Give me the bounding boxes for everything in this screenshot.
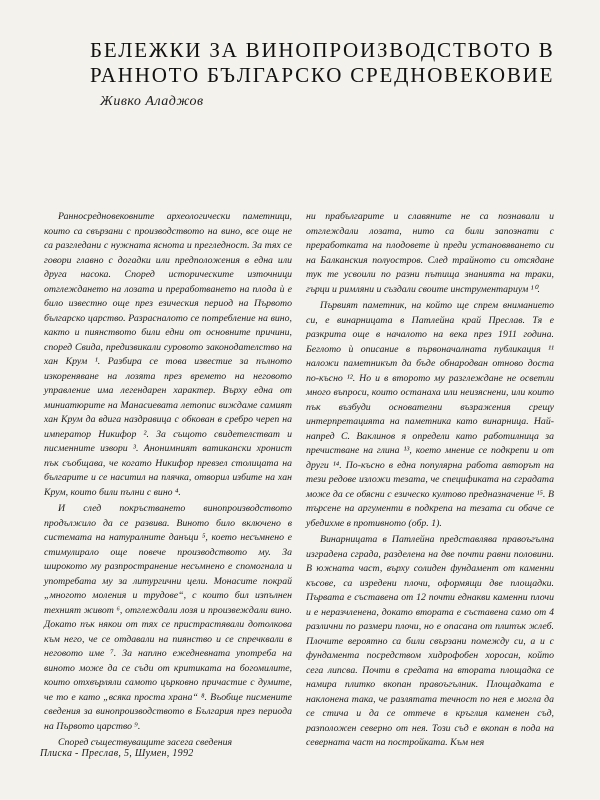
paragraph: Според съществуващите засега сведения <box>58 737 233 748</box>
title-line-1: БЕЛЕЖКИ ЗА ВИНОПРОИЗВОДСТВОТО В <box>90 38 555 62</box>
paragraph: ни прабългарите и славяните не са познавали и отглеждали лозата, нито са били запознати с преработката на плодовете ѝ преди установяването си на Балканския полуостров. След трайното си отсядане тук те усвоили по разни пътища знанията на траки, гърци и римляни и създали своите инструментариум ¹⁰. <box>306 211 554 295</box>
paragraph: Първият паметник, на който ще спрем вниманието си, е винарницата в Патлейна край Преслав. Тя е разкрита още в началото на века през 1911 година. Беглото ѝ описание в първоначалната публикация ¹¹ наложи паметникът да бъде обнародван отново доста по-късно ¹². Но и в второто му разглеждане не осветли много въпроси, които останаха или неизяснени, или които пък възбуди основателни възражения срещу интерпретацията на паметника като винарница. Най-напред С. Ваклинов я определи като работилница за пречистване на глина ¹³, което мнение се подкрепи и от други ¹⁴. По-късно в една популярна работа авторът на тези редове изложи тезата, че спецификата на сградата може да се обясни с езическо култово предназначение ¹⁵. В търсене на аргументи в подкрепа на тезата си обаче се убедихме в противното (обр. 1). <box>306 300 554 529</box>
page-footer: Плиска - Преслав, 5, Шумен, 1992 <box>40 748 194 759</box>
paragraph: И след покръстването винопроизводството продължило да се развива. Виното било включено в системата на натуралните данъци ⁵, което несъмнено е стимулирало още повече производството му. За широкото му разпространение несъмнено е спомогнала и употребата му за литургични цели. Монасите покрай „многото моления и трудове“, с които бил изпълнен техният живот ⁶, отглеждали лозя и произвеждали вино. Докато пък някои от тях се пристрастявали дотолкова към него, че се отдавали на пиянство и се спречквали в неговото име ⁷. За наплно ежедневната употреба на виното може да се съди от критиката на богомилите, които отхвърляли самото църковно причастие с думите, че то е като „всяка проста храна“ ⁸. Въобще писмените сведения за винопроизводството в България през периода на Първото царство ⁹. <box>44 503 292 732</box>
paragraph: Винарницата в Патлейна представлява правоъгълна изградена сграда, разделена на две почти равни половини. В южната част, върху солиден фундамент от каменни късове, са изредени плочи, оформящи две площадки. Първата е съставена от 12 почти еднакви каменни плочи и е неразчленена, докато втората е съставена само от 4 различни по размери плочи, но е опасана от плитък жлеб. Плочите вероятно са били свързани помежду си, а и с фундамента посредством хидрофобен хоросан, който сега липсва. Почти в средата на втората площадка се намира плитко вкопан правоъгълник. Площадката е наклонена така, че разлятата течност по нея е могла да се стича и да се оттече в кръглия каменен съд, разположен северно от нея. Този съд е вкопан в пода на северната част на постройката. Към нея <box>306 534 554 748</box>
left-column <box>44 210 292 753</box>
right-column <box>306 210 554 753</box>
article-title <box>90 38 570 88</box>
title-line-2: РАННОТО БЪЛГАРСКО СРЕДНОВЕКОВИЕ <box>90 63 555 87</box>
paragraph: Ранносредновековните археологически паметници, които са свързани с производството на вино, все още не са разгледани с нужната яснота и прегледност. За тях се говори главно с догадки или предположения в една или друга насока. Според историческите източници отглеждането на лозата и преработването на плода ѝ е било известно още през езическия период на Първото българско царство. Разрасналото се потребление на вино, както и пиянството били едни от основните причини, според Свида, предизвикали суровото законодателство на хан Крум ¹. Разбира се това известие за пълното изкореняване на лозята през времето на неговото управление има легендарен характер. Върху една от миниатюрите на Манасиевата летопис виждаме самият хан Крум да вдига наздравица с обкован в сребро череп на император Никифор ². За същото свидетелстват и писменните извори ³. Анонимният ватикански хронист пък съобщава, че когато Никифор превзел столицата на българите и се наситил на плячка, отворил избите на хан Крум, които били пълни с вино ⁴. <box>44 211 292 498</box>
author-name: Живко Аладжов <box>100 94 204 109</box>
